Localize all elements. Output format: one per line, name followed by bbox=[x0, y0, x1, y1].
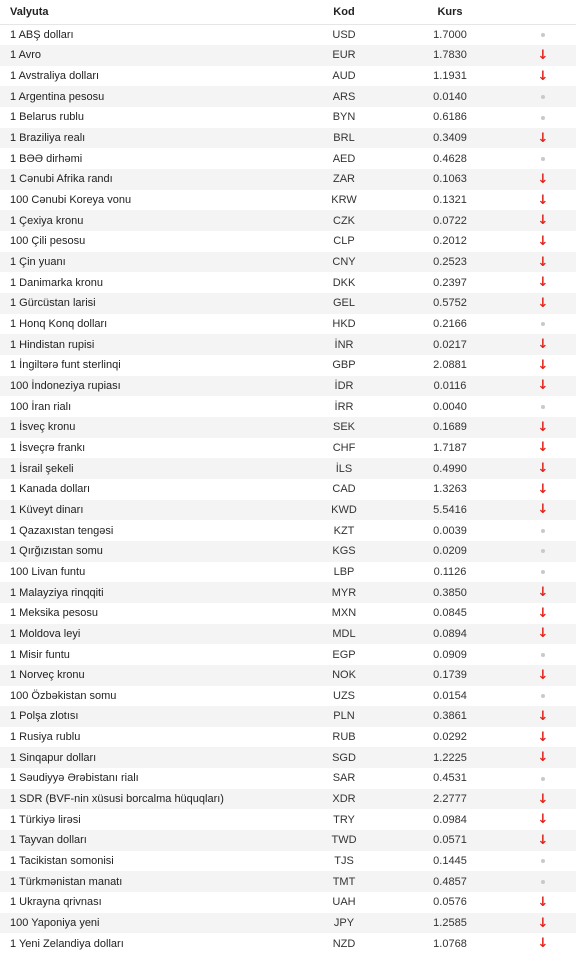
trend-cell bbox=[510, 45, 576, 66]
currency-name: 1 Meksika pesosu bbox=[0, 603, 298, 624]
currency-code: GBP bbox=[298, 355, 390, 376]
currency-name: 100 Livan funtu bbox=[0, 562, 298, 583]
currency-name: 100 Özbəkistan somu bbox=[0, 686, 298, 707]
table-row bbox=[0, 334, 576, 355]
trend-cell bbox=[510, 479, 576, 500]
exchange-rate: 1.1931 bbox=[390, 66, 510, 87]
arrow-down-icon: ↓ bbox=[538, 338, 549, 351]
currency-code: UAH bbox=[298, 892, 390, 913]
exchange-rate: 0.3409 bbox=[390, 128, 510, 149]
table-row bbox=[0, 747, 576, 768]
currency-code: UZS bbox=[298, 686, 390, 707]
unchanged-dot-icon bbox=[541, 33, 545, 37]
column-header-rate[interactable]: Kurs bbox=[390, 0, 510, 25]
exchange-rate: 2.0881 bbox=[390, 355, 510, 376]
trend-cell bbox=[510, 541, 576, 562]
currency-name: 100 İndoneziya rupiası bbox=[0, 376, 298, 397]
currency-name: 1 Moldova leyi bbox=[0, 624, 298, 645]
exchange-rate: 0.2012 bbox=[390, 231, 510, 252]
table-row bbox=[0, 562, 576, 583]
trend-cell bbox=[510, 148, 576, 169]
column-header-currency[interactable]: Valyuta bbox=[0, 0, 298, 25]
trend-cell bbox=[510, 293, 576, 314]
currency-code: TMT bbox=[298, 871, 390, 892]
table-row bbox=[0, 892, 576, 913]
arrow-down-icon: ↓ bbox=[538, 132, 549, 145]
table-row bbox=[0, 644, 576, 665]
currency-name: 1 Səudiyyə Ərəbistanı rialı bbox=[0, 768, 298, 789]
currency-name: 100 İran rialı bbox=[0, 396, 298, 417]
trend-cell bbox=[510, 458, 576, 479]
trend-cell bbox=[510, 851, 576, 872]
currency-name: 1 İsveçrə frankı bbox=[0, 438, 298, 459]
unchanged-dot-icon bbox=[541, 95, 545, 99]
currency-name: 1 Sinqapur dolları bbox=[0, 747, 298, 768]
currency-name: 1 Qazaxıstan tengəsi bbox=[0, 520, 298, 541]
trend-cell bbox=[510, 913, 576, 934]
exchange-rate: 1.0768 bbox=[390, 933, 510, 954]
unchanged-dot-icon bbox=[541, 549, 545, 553]
trend-cell bbox=[510, 231, 576, 252]
table-row bbox=[0, 128, 576, 149]
unchanged-dot-icon bbox=[541, 405, 545, 409]
currency-name: 1 Ukrayna qrivnası bbox=[0, 892, 298, 913]
currency-code: RUB bbox=[298, 727, 390, 748]
table-row bbox=[0, 789, 576, 810]
currency-code: CLP bbox=[298, 231, 390, 252]
table-row bbox=[0, 169, 576, 190]
table-row bbox=[0, 665, 576, 686]
exchange-rate: 0.1321 bbox=[390, 190, 510, 211]
currency-code: SGD bbox=[298, 747, 390, 768]
currency-name: 1 Kanada dolları bbox=[0, 479, 298, 500]
currency-name: 1 Türkmənistan manatı bbox=[0, 871, 298, 892]
currency-code: SEK bbox=[298, 417, 390, 438]
exchange-rate: 0.0292 bbox=[390, 727, 510, 748]
table-row bbox=[0, 582, 576, 603]
exchange-rate: 0.0845 bbox=[390, 603, 510, 624]
arrow-down-icon: ↓ bbox=[538, 793, 549, 806]
exchange-rate: 0.1689 bbox=[390, 417, 510, 438]
arrow-down-icon: ↓ bbox=[538, 731, 549, 744]
exchange-rate: 1.2585 bbox=[390, 913, 510, 934]
arrow-down-icon: ↓ bbox=[538, 297, 549, 310]
currency-code: TRY bbox=[298, 809, 390, 830]
currency-name: 1 Tacikistan somonisi bbox=[0, 851, 298, 872]
currency-code: BRL bbox=[298, 128, 390, 149]
unchanged-dot-icon bbox=[541, 322, 545, 326]
currency-code: KWD bbox=[298, 500, 390, 521]
exchange-rate: 1.2225 bbox=[390, 747, 510, 768]
table-row bbox=[0, 314, 576, 335]
table-row bbox=[0, 272, 576, 293]
currency-code: İNR bbox=[298, 334, 390, 355]
table-row bbox=[0, 500, 576, 521]
arrow-down-icon: ↓ bbox=[538, 194, 549, 207]
arrow-down-icon: ↓ bbox=[538, 813, 549, 826]
trend-cell bbox=[510, 747, 576, 768]
trend-cell bbox=[510, 871, 576, 892]
arrow-down-icon: ↓ bbox=[538, 359, 549, 372]
trend-cell bbox=[510, 210, 576, 231]
exchange-rate: 0.2166 bbox=[390, 314, 510, 335]
currency-name: 1 Argentina pesosu bbox=[0, 86, 298, 107]
trend-cell bbox=[510, 830, 576, 851]
exchange-rate: 0.1445 bbox=[390, 851, 510, 872]
table-row bbox=[0, 603, 576, 624]
trend-cell bbox=[510, 727, 576, 748]
currency-code: MYR bbox=[298, 582, 390, 603]
currency-name: 1 Norveç kronu bbox=[0, 665, 298, 686]
arrow-down-icon: ↓ bbox=[538, 917, 549, 930]
currency-code: CZK bbox=[298, 210, 390, 231]
column-header-code[interactable]: Kod bbox=[298, 0, 390, 25]
exchange-rate: 0.0571 bbox=[390, 830, 510, 851]
currency-code: XDR bbox=[298, 789, 390, 810]
currency-code: CAD bbox=[298, 479, 390, 500]
table-row bbox=[0, 293, 576, 314]
arrow-down-icon: ↓ bbox=[538, 379, 549, 392]
currency-name: 1 Rusiya rublu bbox=[0, 727, 298, 748]
trend-cell bbox=[510, 190, 576, 211]
trend-cell bbox=[510, 107, 576, 128]
table-row bbox=[0, 107, 576, 128]
table-row bbox=[0, 541, 576, 562]
currency-name: 100 Cənubi Koreya vonu bbox=[0, 190, 298, 211]
arrow-down-icon: ↓ bbox=[538, 214, 549, 227]
currency-name: 1 Yeni Zelandiya dolları bbox=[0, 933, 298, 954]
table-row bbox=[0, 768, 576, 789]
exchange-rate: 0.0984 bbox=[390, 809, 510, 830]
unchanged-dot-icon bbox=[541, 157, 545, 161]
table-row bbox=[0, 913, 576, 934]
arrow-down-icon: ↓ bbox=[538, 276, 549, 289]
currency-name: 1 Honq Konq dolları bbox=[0, 314, 298, 335]
currency-name: 1 İngiltərə funt sterlinqi bbox=[0, 355, 298, 376]
trend-cell bbox=[510, 665, 576, 686]
currency-name: 1 Avro bbox=[0, 45, 298, 66]
currency-code: BYN bbox=[298, 107, 390, 128]
arrow-down-icon: ↓ bbox=[538, 586, 549, 599]
currency-code: MDL bbox=[298, 624, 390, 645]
trend-cell bbox=[510, 314, 576, 335]
arrow-down-icon: ↓ bbox=[538, 173, 549, 186]
arrow-down-icon: ↓ bbox=[538, 669, 549, 682]
trend-cell bbox=[510, 624, 576, 645]
table-row bbox=[0, 809, 576, 830]
currency-code: TWD bbox=[298, 830, 390, 851]
exchange-rate: 0.4857 bbox=[390, 871, 510, 892]
currency-code: CNY bbox=[298, 252, 390, 273]
currency-name: 1 BƏƏ dirhəmi bbox=[0, 148, 298, 169]
table-row bbox=[0, 25, 576, 46]
trend-cell bbox=[510, 355, 576, 376]
currency-name: 1 Çexiya kronu bbox=[0, 210, 298, 231]
currency-name: 1 Küveyt dinarı bbox=[0, 500, 298, 521]
trend-cell bbox=[510, 789, 576, 810]
exchange-rate: 0.3861 bbox=[390, 706, 510, 727]
exchange-rate: 0.0722 bbox=[390, 210, 510, 231]
exchange-rate: 0.3850 bbox=[390, 582, 510, 603]
trend-cell bbox=[510, 438, 576, 459]
arrow-down-icon: ↓ bbox=[538, 49, 549, 62]
currency-code: SAR bbox=[298, 768, 390, 789]
trend-cell bbox=[510, 644, 576, 665]
exchange-rate: 0.2523 bbox=[390, 252, 510, 273]
currency-code: NOK bbox=[298, 665, 390, 686]
arrow-down-icon: ↓ bbox=[538, 896, 549, 909]
exchange-rate: 0.0040 bbox=[390, 396, 510, 417]
trend-cell bbox=[510, 334, 576, 355]
currency-name: 1 Tayvan dolları bbox=[0, 830, 298, 851]
trend-cell bbox=[510, 272, 576, 293]
table-row bbox=[0, 86, 576, 107]
currency-code: AED bbox=[298, 148, 390, 169]
unchanged-dot-icon bbox=[541, 529, 545, 533]
currency-name: 1 SDR (BVF-nin xüsusi borcalma hüquqları) bbox=[0, 789, 298, 810]
arrow-down-icon: ↓ bbox=[538, 421, 549, 434]
trend-cell bbox=[510, 520, 576, 541]
currency-name: 100 Çili pesosu bbox=[0, 231, 298, 252]
exchange-rate: 0.6186 bbox=[390, 107, 510, 128]
currency-name: 1 İsveç kronu bbox=[0, 417, 298, 438]
trend-cell bbox=[510, 603, 576, 624]
table-header-row bbox=[0, 0, 576, 25]
exchange-rate: 1.7000 bbox=[390, 25, 510, 46]
table-row bbox=[0, 520, 576, 541]
currency-name: 1 Braziliya realı bbox=[0, 128, 298, 149]
currency-code: ARS bbox=[298, 86, 390, 107]
table-row bbox=[0, 376, 576, 397]
trend-cell bbox=[510, 686, 576, 707]
arrow-down-icon: ↓ bbox=[538, 256, 549, 269]
arrow-down-icon: ↓ bbox=[538, 235, 549, 248]
trend-cell bbox=[510, 128, 576, 149]
table-row bbox=[0, 479, 576, 500]
trend-cell bbox=[510, 562, 576, 583]
currency-name: 1 Belarus rublu bbox=[0, 107, 298, 128]
currency-code: KZT bbox=[298, 520, 390, 541]
exchange-rate: 0.0140 bbox=[390, 86, 510, 107]
exchange-rate: 0.2397 bbox=[390, 272, 510, 293]
currency-name: 1 Avstraliya dolları bbox=[0, 66, 298, 87]
exchange-rate: 1.7187 bbox=[390, 438, 510, 459]
trend-cell bbox=[510, 25, 576, 46]
trend-cell bbox=[510, 86, 576, 107]
trend-cell bbox=[510, 252, 576, 273]
trend-cell bbox=[510, 500, 576, 521]
arrow-down-icon: ↓ bbox=[538, 462, 549, 475]
currency-name: 1 Qırğızıstan somu bbox=[0, 541, 298, 562]
currency-name: 1 Çin yuanı bbox=[0, 252, 298, 273]
currency-code: TJS bbox=[298, 851, 390, 872]
column-header-trend bbox=[510, 0, 576, 25]
trend-cell bbox=[510, 809, 576, 830]
table-row bbox=[0, 871, 576, 892]
currency-code: MXN bbox=[298, 603, 390, 624]
trend-cell bbox=[510, 169, 576, 190]
currency-code: İLS bbox=[298, 458, 390, 479]
currency-name: 1 Cənubi Afrika randı bbox=[0, 169, 298, 190]
currency-name: 1 Polşa zlotısı bbox=[0, 706, 298, 727]
exchange-rate: 0.0154 bbox=[390, 686, 510, 707]
currency-code: KRW bbox=[298, 190, 390, 211]
arrow-down-icon: ↓ bbox=[538, 627, 549, 640]
unchanged-dot-icon bbox=[541, 859, 545, 863]
trend-cell bbox=[510, 706, 576, 727]
table-row bbox=[0, 458, 576, 479]
exchange-rate: 0.0894 bbox=[390, 624, 510, 645]
currency-code: İRR bbox=[298, 396, 390, 417]
table-row bbox=[0, 148, 576, 169]
table-row bbox=[0, 252, 576, 273]
exchange-rate: 0.1126 bbox=[390, 562, 510, 583]
arrow-down-icon: ↓ bbox=[538, 834, 549, 847]
currency-name: 1 Hindistan rupisi bbox=[0, 334, 298, 355]
trend-cell bbox=[510, 396, 576, 417]
exchange-rate: 1.3263 bbox=[390, 479, 510, 500]
currency-name: 100 Yaponiya yeni bbox=[0, 913, 298, 934]
table-row bbox=[0, 45, 576, 66]
currency-code: LBP bbox=[298, 562, 390, 583]
exchange-rate: 0.0039 bbox=[390, 520, 510, 541]
unchanged-dot-icon bbox=[541, 777, 545, 781]
currency-code: USD bbox=[298, 25, 390, 46]
exchange-rate: 0.1739 bbox=[390, 665, 510, 686]
table-row bbox=[0, 417, 576, 438]
arrow-down-icon: ↓ bbox=[538, 751, 549, 764]
exchange-rate: 2.2777 bbox=[390, 789, 510, 810]
exchange-rate: 5.5416 bbox=[390, 500, 510, 521]
currency-code: EGP bbox=[298, 644, 390, 665]
table-row bbox=[0, 231, 576, 252]
table-row bbox=[0, 210, 576, 231]
currency-code: CHF bbox=[298, 438, 390, 459]
exchange-rate: 0.5752 bbox=[390, 293, 510, 314]
trend-cell bbox=[510, 417, 576, 438]
currency-code: NZD bbox=[298, 933, 390, 954]
currency-code: ZAR bbox=[298, 169, 390, 190]
arrow-down-icon: ↓ bbox=[538, 483, 549, 496]
arrow-down-icon: ↓ bbox=[538, 710, 549, 723]
exchange-rate: 0.1063 bbox=[390, 169, 510, 190]
table-body bbox=[0, 25, 576, 954]
unchanged-dot-icon bbox=[541, 653, 545, 657]
table-row bbox=[0, 686, 576, 707]
exchange-rate: 0.4990 bbox=[390, 458, 510, 479]
table-row bbox=[0, 727, 576, 748]
currency-code: PLN bbox=[298, 706, 390, 727]
currency-name: 1 Türkiyə lirəsi bbox=[0, 809, 298, 830]
exchange-rate: 0.0217 bbox=[390, 334, 510, 355]
currency-name: 1 Danimarka kronu bbox=[0, 272, 298, 293]
exchange-rate: 0.4531 bbox=[390, 768, 510, 789]
table-row bbox=[0, 66, 576, 87]
table-row bbox=[0, 438, 576, 459]
unchanged-dot-icon bbox=[541, 570, 545, 574]
exchange-rate: 0.4628 bbox=[390, 148, 510, 169]
unchanged-dot-icon bbox=[541, 116, 545, 120]
trend-cell bbox=[510, 66, 576, 87]
arrow-down-icon: ↓ bbox=[538, 937, 549, 950]
exchange-rate: 0.0576 bbox=[390, 892, 510, 913]
currency-name: 1 Misir funtu bbox=[0, 644, 298, 665]
table-row bbox=[0, 851, 576, 872]
arrow-down-icon: ↓ bbox=[538, 70, 549, 83]
exchange-rate: 0.0116 bbox=[390, 376, 510, 397]
trend-cell bbox=[510, 892, 576, 913]
currency-code: HKD bbox=[298, 314, 390, 335]
arrow-down-icon: ↓ bbox=[538, 441, 549, 454]
currency-code: DKK bbox=[298, 272, 390, 293]
currency-name: 1 Malayziya rinqqiti bbox=[0, 582, 298, 603]
arrow-down-icon: ↓ bbox=[538, 503, 549, 516]
exchange-rate: 1.7830 bbox=[390, 45, 510, 66]
currency-code: JPY bbox=[298, 913, 390, 934]
trend-cell bbox=[510, 582, 576, 603]
table-row bbox=[0, 190, 576, 211]
table-row bbox=[0, 396, 576, 417]
currency-code: AUD bbox=[298, 66, 390, 87]
trend-cell bbox=[510, 376, 576, 397]
currency-name: 1 ABŞ dolları bbox=[0, 25, 298, 46]
currency-code: GEL bbox=[298, 293, 390, 314]
exchange-rate: 0.0209 bbox=[390, 541, 510, 562]
currency-code: İDR bbox=[298, 376, 390, 397]
table-row bbox=[0, 706, 576, 727]
currency-code: KGS bbox=[298, 541, 390, 562]
unchanged-dot-icon bbox=[541, 880, 545, 884]
table-row bbox=[0, 624, 576, 645]
currency-name: 1 Gürcüstan larisi bbox=[0, 293, 298, 314]
currency-name: 1 İsrail şekeli bbox=[0, 458, 298, 479]
table-row bbox=[0, 830, 576, 851]
table-row bbox=[0, 355, 576, 376]
trend-cell bbox=[510, 768, 576, 789]
currency-code: EUR bbox=[298, 45, 390, 66]
unchanged-dot-icon bbox=[541, 694, 545, 698]
arrow-down-icon: ↓ bbox=[538, 607, 549, 620]
exchange-rate: 0.0909 bbox=[390, 644, 510, 665]
